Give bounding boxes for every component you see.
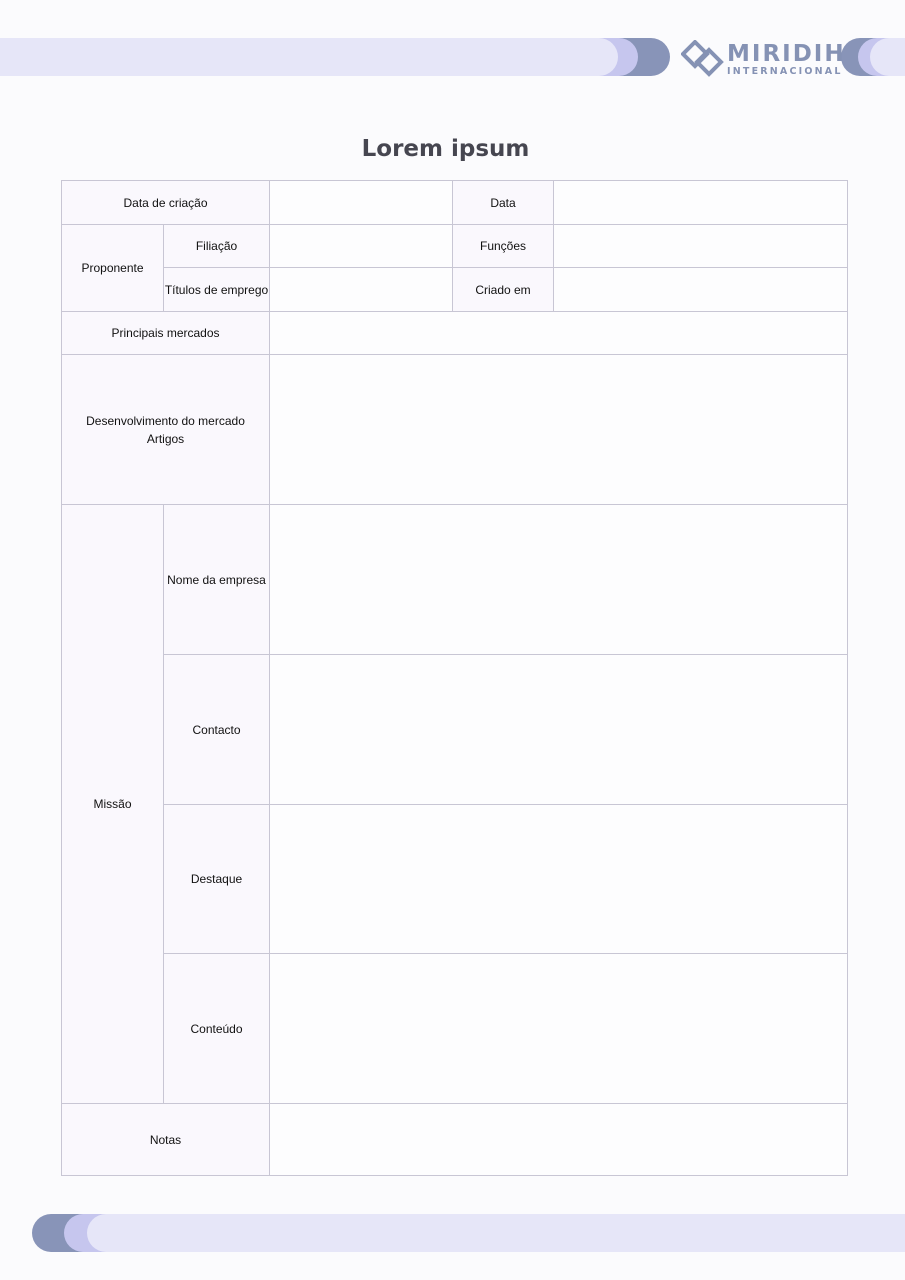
row-highlight <box>62 805 848 954</box>
creation-date-label: Data de criação <box>62 181 270 225</box>
affiliation-label: Filiação <box>164 225 270 268</box>
company-logo <box>681 40 846 80</box>
form-table <box>61 180 848 1176</box>
date-field[interactable] <box>554 181 848 225</box>
affiliation-field[interactable] <box>270 225 453 268</box>
logo-wordmark: MIRIDIH <box>727 41 846 67</box>
footer-band <box>0 1214 905 1252</box>
main-markets-label: Principais mercados <box>62 312 270 355</box>
logo-subtitle: INTERNACIONAL <box>727 66 843 77</box>
mission-label: Missão <box>62 505 164 1104</box>
created-at-field[interactable] <box>554 268 848 312</box>
proponent-label: Proponente <box>62 225 164 312</box>
row-company-name <box>62 505 848 655</box>
creation-date-field[interactable] <box>270 181 453 225</box>
company-name-field[interactable] <box>270 505 848 655</box>
contact-label: Contacto <box>164 655 270 805</box>
functions-label: Funções <box>453 225 554 268</box>
job-titles-field[interactable] <box>270 268 453 312</box>
company-name-label: Nome da empresa <box>164 505 270 655</box>
date-label: Data <box>453 181 554 225</box>
row-market-development <box>62 355 848 505</box>
notes-label: Notas <box>62 1104 270 1176</box>
row-job-titles <box>62 268 848 312</box>
diamond-logo-icon <box>681 40 725 78</box>
content-field[interactable] <box>270 954 848 1104</box>
row-creation-date <box>62 181 848 225</box>
created-at-label: Criado em <box>453 268 554 312</box>
row-main-markets <box>62 312 848 355</box>
market-development-line-2: Artigos <box>146 431 185 446</box>
market-development-line-1: Desenvolvimento do mercado <box>86 413 245 428</box>
row-affiliation <box>62 225 848 268</box>
highlight-label: Destaque <box>164 805 270 954</box>
job-titles-label: Títulos de emprego <box>164 268 270 312</box>
functions-field[interactable] <box>554 225 848 268</box>
market-development-field[interactable] <box>270 355 848 505</box>
content-label: Conteúdo <box>164 954 270 1104</box>
main-markets-field[interactable] <box>270 312 848 355</box>
market-development-label <box>62 355 270 505</box>
row-contact <box>62 655 848 805</box>
contact-field[interactable] <box>270 655 848 805</box>
highlight-field[interactable] <box>270 805 848 954</box>
row-content <box>62 954 848 1104</box>
notes-field[interactable] <box>270 1104 848 1176</box>
page-title: Lorem ipsum <box>361 136 530 162</box>
row-notes <box>62 1104 848 1176</box>
